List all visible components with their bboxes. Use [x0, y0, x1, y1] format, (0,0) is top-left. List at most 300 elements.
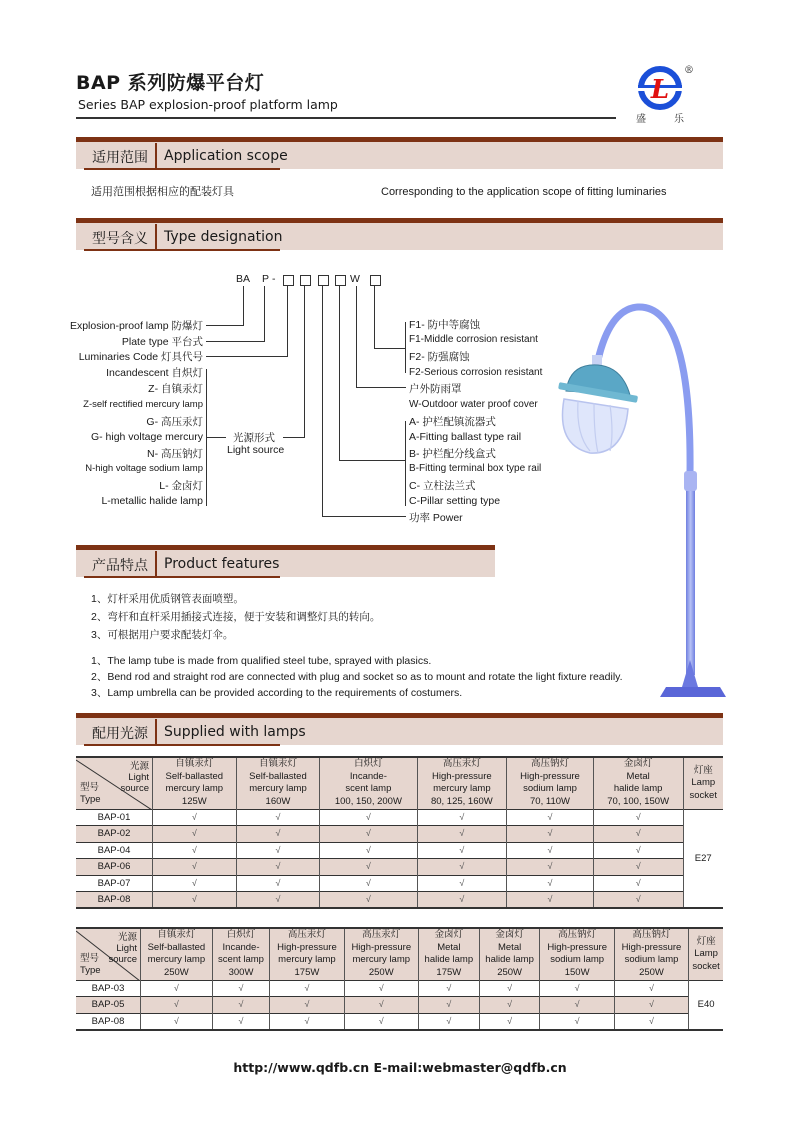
label-cover: W-Outdoor water proof cover	[409, 399, 538, 410]
compat-cell	[593, 859, 683, 876]
compat-cell	[417, 859, 507, 876]
column-header-line: 250W	[368, 966, 394, 978]
label-plate: Plate type 平台式	[121, 336, 203, 348]
compat-cell	[236, 892, 320, 909]
label-source: L- 金卤灯	[159, 480, 203, 492]
brand-logo	[628, 60, 698, 124]
compat-cell	[141, 1013, 213, 1030]
column-header-line: halide lamp	[613, 783, 663, 795]
column-header-line: mercury lamp	[165, 783, 224, 795]
check-icon: √	[173, 999, 179, 1010]
table-row	[76, 859, 723, 876]
column-header-line: High-pressure	[277, 941, 337, 953]
feature-item-en: 1、The lamp tube is made from qualified steel tube, sprayed with plasics.	[91, 655, 432, 667]
column-header-line: 金卤灯	[623, 758, 653, 770]
pole-icon	[598, 307, 690, 675]
compat-cell	[320, 859, 417, 876]
compat-cell	[212, 1013, 270, 1030]
table-row	[76, 875, 723, 892]
compat-cell	[270, 980, 344, 997]
compat-cell	[417, 875, 507, 892]
label-source: Z-self rectified mercury lamp	[83, 399, 203, 410]
label-explosion: Explosion-proof lamp 防爆灯	[69, 320, 203, 332]
code-box-luminaire	[283, 275, 294, 286]
column-header-line: sodium lamp	[523, 783, 577, 795]
label-install: C-Pillar setting type	[409, 495, 501, 507]
compat-cell	[540, 1013, 614, 1030]
section-header-scope	[76, 137, 723, 169]
column-header-line: 白炽灯	[354, 758, 383, 770]
check-icon: √	[378, 999, 384, 1010]
model-cell: BAP-02	[76, 826, 153, 843]
compat-cell	[270, 997, 344, 1014]
label-install: A-Fitting ballast type rail	[409, 431, 522, 443]
column-header	[614, 928, 688, 980]
corner-source-en: Light	[116, 943, 137, 954]
column-header	[540, 928, 614, 980]
column-header-line: mercury lamp	[352, 954, 411, 966]
corner-source-zh: 光源	[129, 761, 149, 772]
corner-source-zh: 光源	[117, 932, 137, 943]
table-row	[76, 997, 723, 1014]
compat-cell	[418, 1013, 479, 1030]
model-cell: BAP-05	[76, 997, 141, 1014]
compat-cell	[320, 892, 417, 909]
column-header-line: 160W	[265, 795, 291, 807]
compat-cell	[153, 859, 237, 876]
check-icon: √	[574, 999, 580, 1010]
column-header-line: Incande-	[349, 770, 387, 782]
socket-header-line: socket	[689, 789, 717, 801]
check-icon: √	[574, 982, 580, 993]
column-header-line: 高压钠灯	[558, 929, 597, 941]
section-bar	[76, 713, 723, 718]
check-icon: √	[547, 894, 553, 904]
column-header-line: mercury lamp	[278, 954, 336, 966]
lamp-table-e27	[76, 756, 723, 909]
code-box-source	[300, 275, 311, 286]
section-title-en: Type designation	[164, 229, 283, 245]
corner-type-en: Type	[80, 793, 101, 805]
check-icon: √	[547, 844, 553, 855]
column-header-line: Metal	[437, 941, 461, 953]
column-header-line: sodium lamp	[550, 954, 605, 966]
column-header-line: sodium lamp	[624, 954, 679, 966]
column-header-line: scent lamp	[345, 783, 392, 795]
compat-cell	[540, 997, 614, 1014]
section-header-features	[76, 545, 495, 577]
label-light-source-en: Light source	[227, 444, 285, 456]
check-icon: √	[191, 811, 197, 822]
feature-item-zh: 3、可根据用户要求配装灯伞。	[91, 629, 234, 641]
column-header-line: High-pressure	[351, 941, 412, 953]
check-icon: √	[547, 828, 553, 839]
compat-cell	[320, 875, 417, 892]
compat-cell	[507, 842, 594, 859]
socket-header-line: 灯座	[693, 764, 713, 776]
check-icon: √	[365, 844, 371, 855]
check-icon: √	[238, 982, 244, 993]
column-header	[320, 757, 417, 809]
check-icon: √	[365, 861, 371, 872]
corner-source-en: Light	[128, 772, 149, 783]
socket-header-line: 灯座	[696, 935, 716, 947]
check-icon: √	[649, 982, 654, 993]
label-source: Incandescent 自炽灯	[106, 367, 203, 379]
check-icon: √	[191, 828, 197, 839]
column-header	[212, 928, 270, 980]
code-ba: BA	[236, 273, 251, 285]
label-cover: 户外防雨罩	[409, 383, 462, 395]
column-header-line: Self-ballasted	[165, 770, 224, 782]
section-title-zh: 适用范围	[92, 150, 148, 166]
compat-cell	[153, 875, 237, 892]
check-icon: √	[459, 811, 465, 822]
socket-header	[683, 757, 723, 809]
compat-cell	[212, 980, 270, 997]
compat-cell	[507, 875, 594, 892]
check-icon: √	[304, 1015, 310, 1026]
table-row	[76, 809, 723, 826]
column-header	[479, 928, 540, 980]
column-header-line: High-pressure	[520, 770, 580, 782]
corner-header	[76, 928, 141, 980]
corner-type-zh: 型号	[80, 952, 100, 964]
column-header-line: Metal	[626, 770, 650, 782]
check-icon: √	[635, 861, 641, 872]
column-header	[270, 928, 344, 980]
compat-cell	[418, 980, 479, 997]
logo-letter: L	[650, 75, 670, 105]
socket-header-line: socket	[692, 960, 720, 972]
column-header	[236, 757, 320, 809]
label-install: C- 立柱法兰式	[409, 480, 476, 492]
model-cell: BAP-01	[97, 811, 131, 823]
section-divider	[155, 224, 157, 250]
section-title-zh: 配用光源	[92, 726, 148, 742]
check-icon: √	[275, 811, 281, 822]
column-header-line: halide lamp	[485, 954, 534, 966]
check-icon: √	[304, 982, 310, 993]
column-header-line: 自镇汞灯	[157, 929, 196, 941]
check-icon: √	[547, 877, 553, 888]
compat-cell	[479, 997, 540, 1014]
column-header-line: Metal	[497, 941, 522, 953]
section-title-en: Supplied with lamps	[164, 724, 306, 740]
label-corrosion: F1- 防中等腐蚀	[409, 319, 481, 331]
section-underline	[84, 249, 280, 251]
label-code: Luminaries Code 灯具代号	[78, 351, 203, 363]
check-icon: √	[275, 861, 281, 872]
platform-lamp-illustration	[530, 285, 760, 715]
label-source: L-metallic halide lamp	[101, 495, 203, 507]
section-underline	[84, 576, 280, 578]
compat-cell	[507, 859, 594, 876]
compat-cell	[479, 1013, 540, 1030]
column-header-line: 自镇汞灯	[258, 758, 297, 770]
base-plate-icon	[660, 687, 726, 697]
column-header-line: mercury lamp	[249, 783, 307, 795]
column-header-line: 250W	[163, 966, 189, 978]
column-header-line: High-pressure	[547, 941, 607, 953]
compat-cell	[593, 892, 683, 909]
column-header-line: halide lamp	[424, 954, 474, 966]
check-icon: √	[547, 811, 553, 822]
section-title-zh: 产品特点	[92, 558, 148, 574]
label-source: N-high voltage sodium lamp	[85, 463, 203, 474]
check-icon: √	[446, 982, 452, 993]
column-header-line: 高压钠灯	[632, 929, 671, 941]
compat-cell	[141, 980, 213, 997]
check-icon: √	[275, 844, 281, 855]
check-icon: √	[238, 1015, 244, 1026]
check-icon: √	[191, 844, 197, 855]
logo-char-1: 盛	[636, 114, 646, 124]
column-header-line: 金卤灯	[434, 929, 464, 941]
model-cell: BAP-04	[97, 844, 131, 856]
compat-cell	[236, 842, 320, 859]
socket-header-line: Lamp	[691, 777, 716, 788]
scope-text-en: Corresponding to the application scope of fitting luminaries	[381, 186, 667, 198]
compat-cell	[153, 809, 237, 826]
check-icon: √	[173, 1015, 179, 1026]
section-underline	[84, 168, 280, 170]
column-header-line: 100, 150, 200W	[334, 795, 402, 807]
check-icon: √	[649, 999, 654, 1010]
check-icon: √	[365, 877, 371, 888]
code-box-power	[318, 275, 329, 286]
check-icon: √	[304, 999, 310, 1010]
title-divider	[76, 117, 616, 119]
table-header-row	[76, 757, 723, 809]
column-header-line: 80, 125, 160W	[430, 795, 493, 807]
column-header	[593, 757, 683, 809]
model-cell: BAP-07	[97, 877, 131, 889]
compat-cell	[270, 1013, 344, 1030]
code-box-install	[335, 275, 346, 286]
compat-cell	[344, 997, 418, 1014]
compat-cell	[153, 842, 237, 859]
check-icon: √	[191, 877, 197, 888]
page-subtitle: Series BAP explosion-proof platform lamp	[78, 97, 338, 112]
label-source: N- 高压钠灯	[147, 448, 203, 460]
code-p: P	[262, 273, 270, 285]
compat-cell	[141, 997, 213, 1014]
check-icon: √	[191, 861, 197, 872]
column-header-line: 高压钠灯	[531, 758, 570, 770]
check-icon: √	[238, 999, 244, 1010]
compat-cell	[614, 997, 688, 1014]
column-header-line: mercury lamp	[147, 954, 206, 966]
compat-cell	[153, 892, 237, 909]
feature-item-zh: 2、弯杆和直杆采用插接式连接，便于安装和调整灯具的转向。	[91, 611, 381, 623]
corner-header	[76, 757, 153, 809]
compat-cell	[593, 826, 683, 843]
section-title-en: Application scope	[164, 148, 288, 164]
feature-item-en: 2、Bend rod and straight rod are connected with plug and socket so as to mount and rotate the light fixture readily.	[91, 671, 623, 683]
check-icon: √	[507, 982, 513, 993]
check-icon: √	[635, 894, 641, 904]
socket-header-line: Lamp	[694, 948, 718, 959]
check-icon: √	[446, 999, 452, 1010]
check-icon: √	[635, 877, 641, 888]
compat-cell	[236, 859, 320, 876]
compat-cell	[153, 826, 237, 843]
check-icon: √	[173, 982, 179, 993]
column-header-line: 70, 100, 150W	[607, 795, 670, 807]
compat-cell	[236, 809, 320, 826]
section-bar	[76, 545, 495, 550]
model-cell: BAP-08	[76, 892, 153, 909]
column-header-line: 300W	[228, 966, 254, 978]
table-row	[76, 980, 723, 997]
label-source: Z- 自镇汞灯	[148, 383, 203, 395]
corner-source-en: source	[120, 783, 149, 794]
check-icon: √	[635, 844, 641, 855]
column-header-line: 70, 110W	[530, 795, 570, 807]
column-header-line: 250W	[497, 966, 523, 978]
check-icon: √	[378, 982, 384, 993]
column-header-line: mercury lamp	[433, 783, 491, 795]
column-header-line: 175W	[294, 966, 320, 978]
check-icon: √	[459, 894, 465, 904]
registered-mark: ®	[684, 65, 694, 76]
column-header-line: Self-ballasted	[147, 941, 206, 953]
section-divider	[155, 719, 157, 745]
column-header-line: scent lamp	[218, 954, 264, 966]
check-icon: √	[365, 811, 371, 822]
compat-cell	[479, 980, 540, 997]
check-icon: √	[635, 811, 641, 822]
compat-cell	[417, 826, 507, 843]
compat-cell	[593, 842, 683, 859]
section-underline	[84, 744, 280, 746]
section-header-lamps	[76, 713, 723, 745]
label-install: A- 护栏配镇流器式	[409, 416, 496, 428]
socket-cell: E40	[689, 980, 723, 1030]
label-corrosion: F2-Serious corrosion resistant	[409, 367, 543, 378]
column-header-line: Incande-	[222, 941, 260, 953]
lamp-globe-icon	[562, 399, 628, 453]
socket-cell: E27	[683, 809, 723, 908]
check-icon: √	[459, 844, 465, 855]
logo-char-2: 乐	[674, 114, 684, 124]
corner-type-en: Type	[80, 964, 101, 976]
column-header-line: 高压汞灯	[362, 929, 401, 941]
check-icon: √	[275, 894, 281, 904]
feature-item-en: 3、Lamp umbrella can be provided according to the requirements of costumers.	[91, 687, 463, 699]
compat-cell	[320, 826, 417, 843]
label-source: G- high voltage mercury	[90, 431, 203, 443]
check-icon: √	[507, 999, 513, 1010]
check-icon: √	[378, 1015, 384, 1026]
label-power: 功率 Power	[409, 512, 463, 524]
label-source: G- 高压汞灯	[146, 416, 203, 428]
compat-cell	[540, 980, 614, 997]
check-icon: √	[459, 828, 465, 839]
check-icon: √	[459, 861, 465, 872]
column-header-line: 250W	[639, 966, 664, 978]
label-install: B-Fitting terminal box type rail	[409, 463, 542, 474]
section-title-en: Product features	[164, 556, 280, 572]
compat-cell	[417, 809, 507, 826]
compat-cell	[507, 826, 594, 843]
column-header-line: 白炽灯	[226, 929, 256, 941]
compat-cell	[593, 875, 683, 892]
compat-cell	[417, 892, 507, 909]
section-divider	[155, 551, 157, 577]
compat-cell	[417, 842, 507, 859]
column-header	[141, 928, 213, 980]
column-header-line: High-pressure	[432, 770, 492, 782]
compat-cell	[236, 826, 320, 843]
check-icon: √	[507, 1015, 513, 1026]
column-header	[507, 757, 594, 809]
compat-cell	[593, 809, 683, 826]
feature-item-zh: 1、灯杆采用优质钢管表面喷塑。	[91, 593, 244, 605]
compat-cell	[212, 997, 270, 1014]
scope-text-zh: 适用范围根据相应的配装灯具	[91, 186, 234, 198]
column-header-line: 高压汞灯	[442, 758, 481, 770]
column-header-line: Self-ballasted	[249, 770, 307, 782]
table-header-row	[76, 928, 723, 980]
label-install: B- 护栏配分线盒式	[409, 448, 496, 460]
corner-source-en: source	[108, 954, 137, 965]
check-icon: √	[275, 828, 281, 839]
column-header-line: 150W	[564, 966, 590, 978]
compat-cell	[614, 1013, 688, 1030]
table-row	[76, 842, 723, 859]
corner-type-zh: 型号	[80, 781, 100, 793]
page-title: BAP 系列防爆平台灯	[76, 72, 265, 94]
check-icon: √	[459, 877, 465, 888]
label-corrosion: F1-Middle corrosion resistant	[409, 334, 538, 345]
column-header	[418, 928, 479, 980]
compat-cell	[344, 980, 418, 997]
compat-cell	[507, 892, 594, 909]
column-header-line: 金卤灯	[495, 929, 524, 941]
section-title-zh: 型号含义	[92, 231, 148, 247]
column-header-line: High-pressure	[621, 941, 682, 953]
check-icon: √	[446, 1015, 452, 1026]
table-row	[76, 826, 723, 843]
column-header-line: 125W	[181, 795, 207, 807]
code-box-corrosion	[370, 275, 381, 286]
check-icon: √	[547, 861, 553, 872]
column-header-line: 自镇汞灯	[175, 758, 214, 770]
compat-cell	[320, 842, 417, 859]
socket-header	[689, 928, 723, 980]
column-header	[417, 757, 507, 809]
compat-cell	[236, 875, 320, 892]
section-bar	[76, 218, 723, 223]
section-divider	[155, 143, 157, 169]
table-row	[76, 892, 723, 909]
check-icon: √	[574, 1015, 580, 1026]
table-row	[76, 1013, 723, 1030]
check-icon: √	[649, 1015, 654, 1026]
section-bar	[76, 137, 723, 142]
column-header-line: 175W	[436, 966, 462, 978]
compat-cell	[320, 809, 417, 826]
footer-contact: http://www.qdfb.cn E-mail:webmaster@qdfb.cn	[233, 1060, 567, 1075]
section-header-type	[76, 218, 723, 250]
column-header	[344, 928, 418, 980]
model-cell: BAP-06	[76, 859, 153, 876]
code-w: W	[350, 273, 360, 285]
check-icon: √	[275, 877, 281, 888]
code-dash: -	[272, 273, 276, 285]
